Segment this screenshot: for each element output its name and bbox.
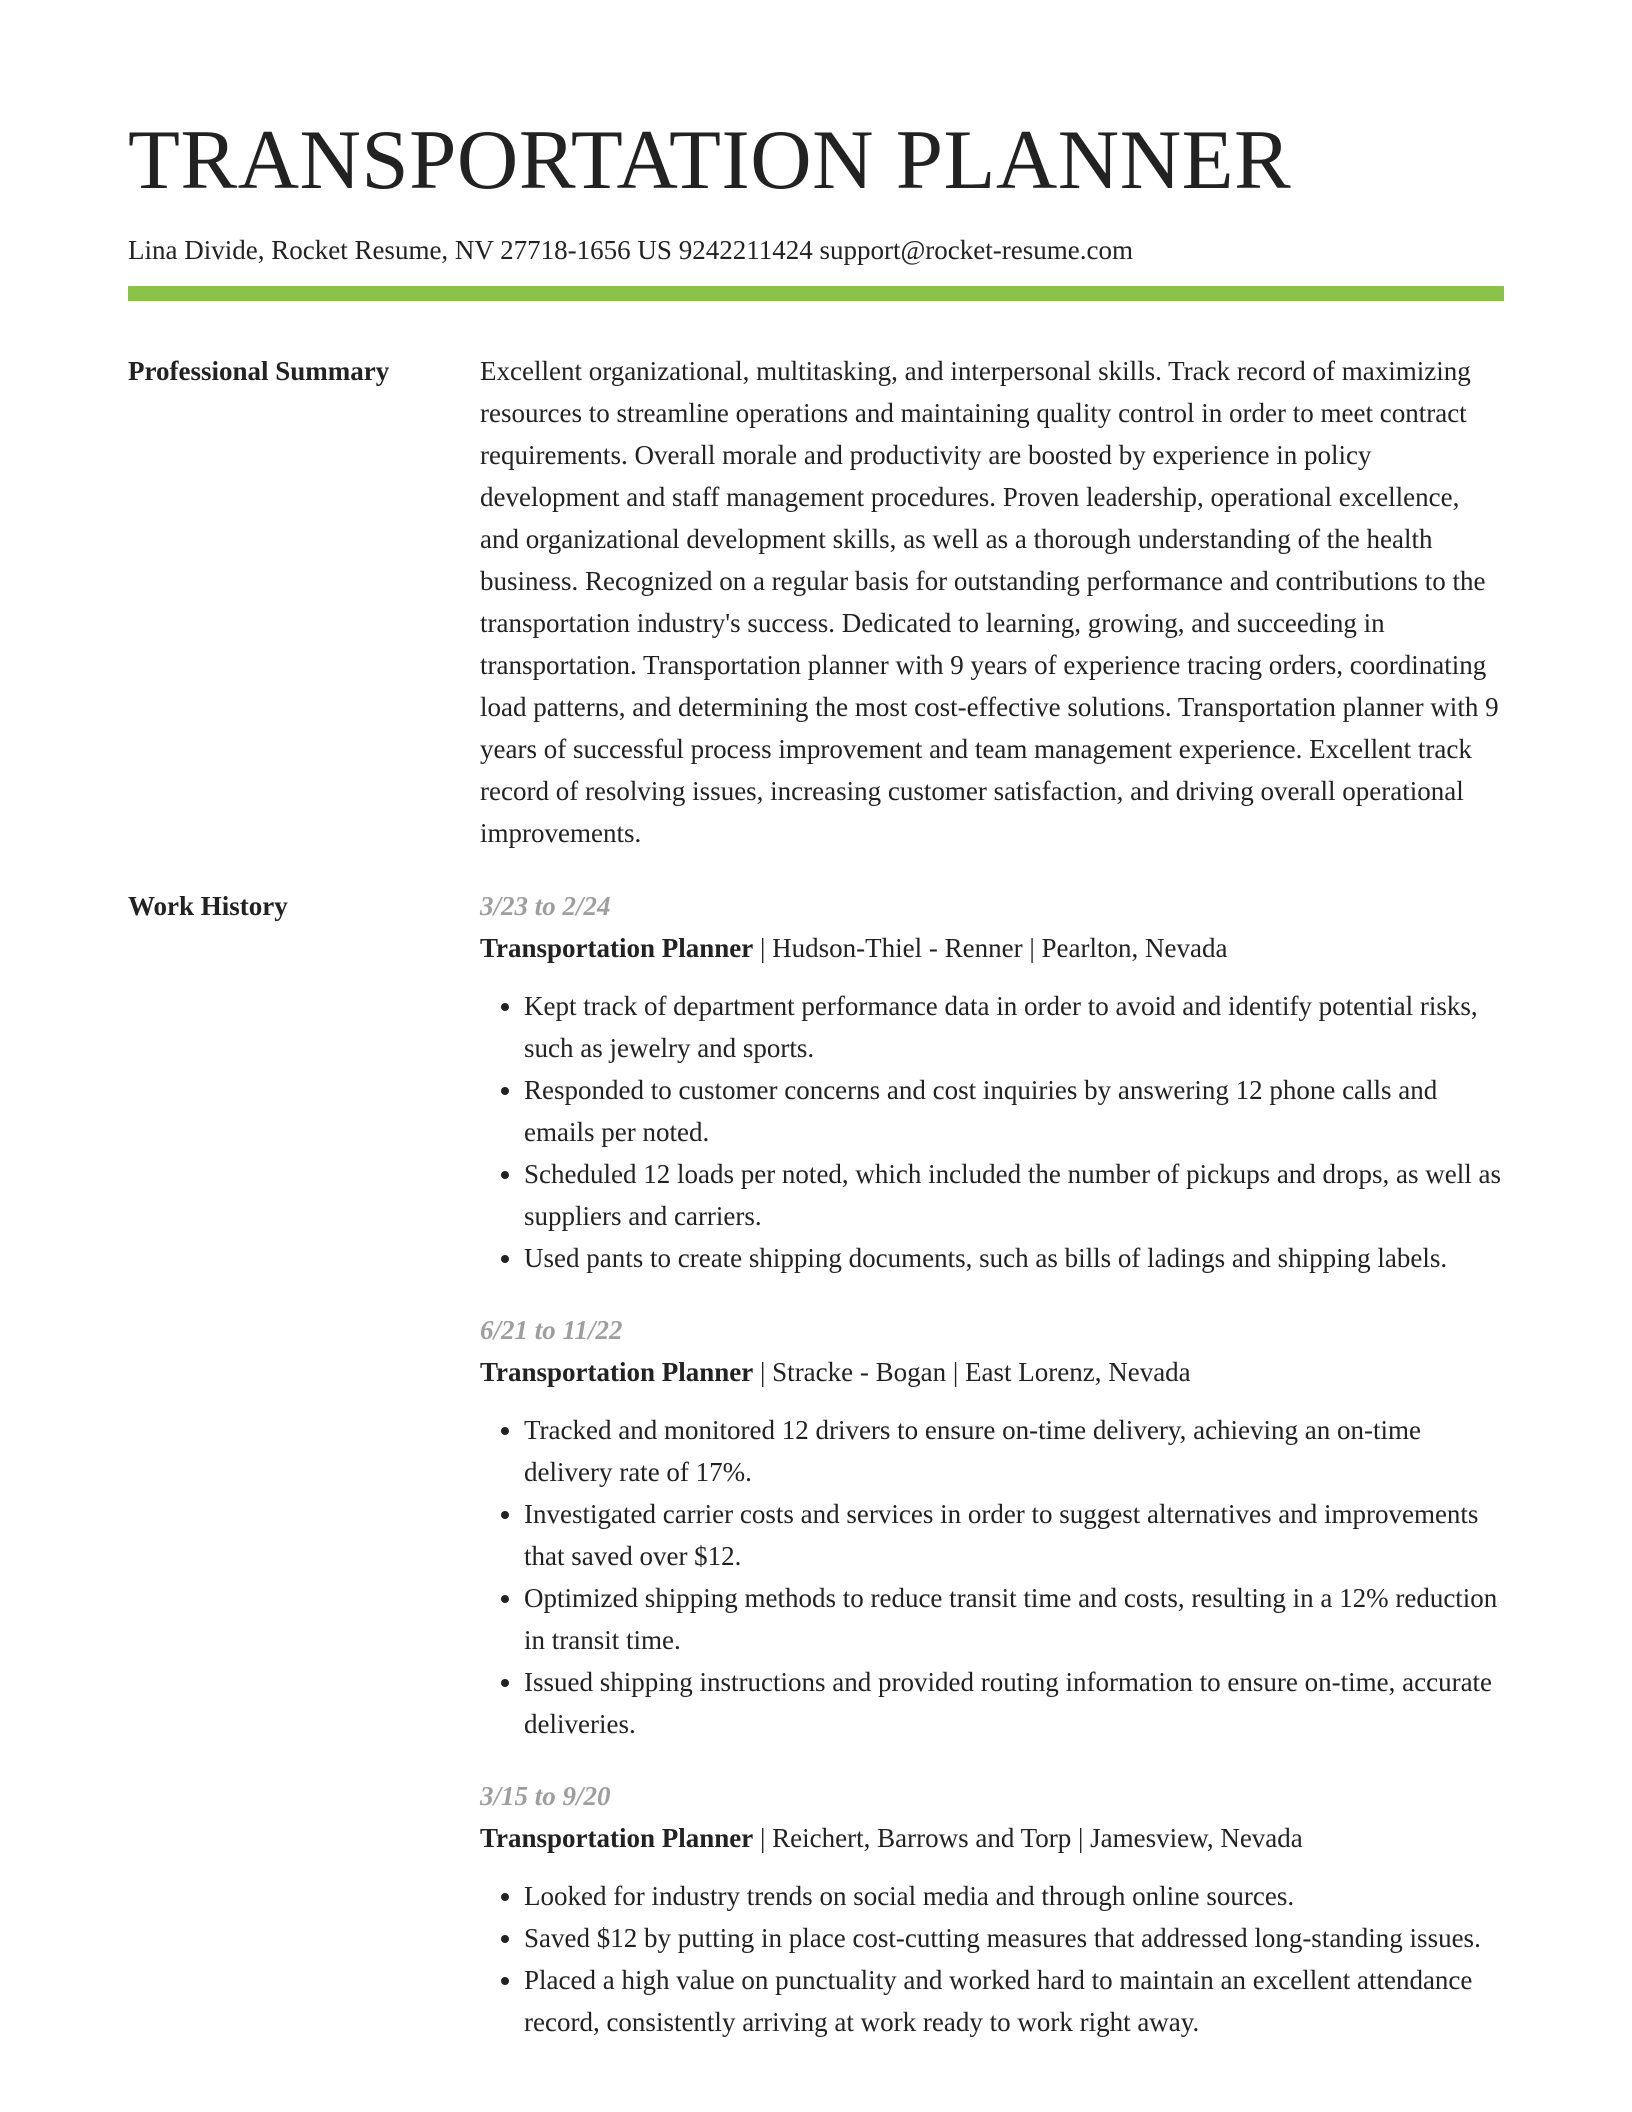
job-duty-item: • Looked for industry trends on social media and through online sources. xyxy=(524,1875,1504,1917)
summary-heading: Professional Summary xyxy=(128,356,390,386)
job-duty-item: • Responded to customer concerns and cost inquiries by answering 12 phone calls and emails per noted. xyxy=(524,1069,1504,1153)
job-dates: 6/21 to 11/22 xyxy=(480,1315,623,1345)
job-heading xyxy=(480,1351,1504,1393)
job-duty-item: • Scheduled 12 loads per noted, which included the number of pickups and drops, as well as suppliers and carriers. xyxy=(524,1153,1504,1237)
job-duty-item: • Placed a high value on punctuality and worked hard to maintain an excellent attendance record, consistently arriving at work ready to work right away. xyxy=(524,1959,1504,2043)
job-title: Transportation Planner xyxy=(480,1357,754,1387)
job-employer-location: | Hudson-Thiel - Renner | Pearlton, Nevada xyxy=(753,933,1228,963)
work-history-heading: Work History xyxy=(128,891,288,921)
job-duty-item: • Tracked and monitored 12 drivers to ensure on-time delivery, achieving an on-time delivery rate of 17%. xyxy=(524,1409,1504,1493)
job-duty-item: • Investigated carrier costs and services in order to suggest alternatives and improvements that saved over $12. xyxy=(524,1493,1504,1577)
job-title: Transportation Planner xyxy=(480,1823,754,1853)
job-entry xyxy=(480,885,1504,1279)
job-duties xyxy=(480,1409,1504,1745)
job-dates: 3/15 to 9/20 xyxy=(480,1781,611,1811)
job-entry xyxy=(480,1775,1504,2043)
contact-info: Lina Divide, Rocket Resume, NV 27718-1656 US 9242211424 support@rocket-resume.com xyxy=(128,235,1133,265)
summary-body xyxy=(480,350,1504,854)
resume-title: TRANSPORTATION PLANNER xyxy=(128,113,1292,207)
job-heading xyxy=(480,927,1504,969)
job-duty-item: • Issued shipping instructions and provided routing information to ensure on-time, accurate deliveries. xyxy=(524,1661,1504,1745)
job-duty-item: • Kept track of department performance data in order to avoid and identify potential risks, such as jewelry and sports. xyxy=(524,985,1504,1069)
header-divider xyxy=(128,286,1504,301)
job-duty-item: • Optimized shipping methods to reduce transit time and costs, resulting in a 12% reduction in transit time. xyxy=(524,1577,1504,1661)
job-duty-item: • Used pants to create shipping documents, such as bills of ladings and shipping labels. xyxy=(524,1237,1504,1279)
job-duties xyxy=(480,985,1504,1279)
job-employer-location: | Reichert, Barrows and Torp | Jamesview, Nevada xyxy=(753,1823,1303,1853)
job-employer-location: | Stracke - Bogan | East Lorenz, Nevada xyxy=(753,1357,1191,1387)
job-duty-item: • Saved $12 by putting in place cost-cutting measures that addressed long-standing issues. xyxy=(524,1917,1504,1959)
job-duties xyxy=(480,1875,1504,2043)
job-heading xyxy=(480,1817,1504,1859)
job-title: Transportation Planner xyxy=(480,933,754,963)
work-history-body xyxy=(480,885,1504,2073)
summary-text: Excellent organizational, multitasking, and interpersonal skills. Track record of maximizing resources to streamline operations and maintaining quality control in order to meet contract requirements. Overall morale and productivity are boosted by experience in policy development and staff management procedures. Proven leadership, operational excellence, and organizational development skills, as well as a thorough understanding of the health business. Recognized on a regular basis for outstanding performance and contributions to the transportation industry's success. Dedicated to learning, growing, and succeeding in transportation. Transportation planner with 9 years of experience tracing orders, coordinating load patterns, and determining the most cost-effective solutions. Transportation planner with 9 years of successful process improvement and team management experience. Excellent track record of resolving issues, increasing customer satisfaction, and driving overall operational improvements. xyxy=(480,356,1499,848)
job-entry xyxy=(480,1309,1504,1745)
job-dates: 3/23 to 2/24 xyxy=(480,891,611,921)
